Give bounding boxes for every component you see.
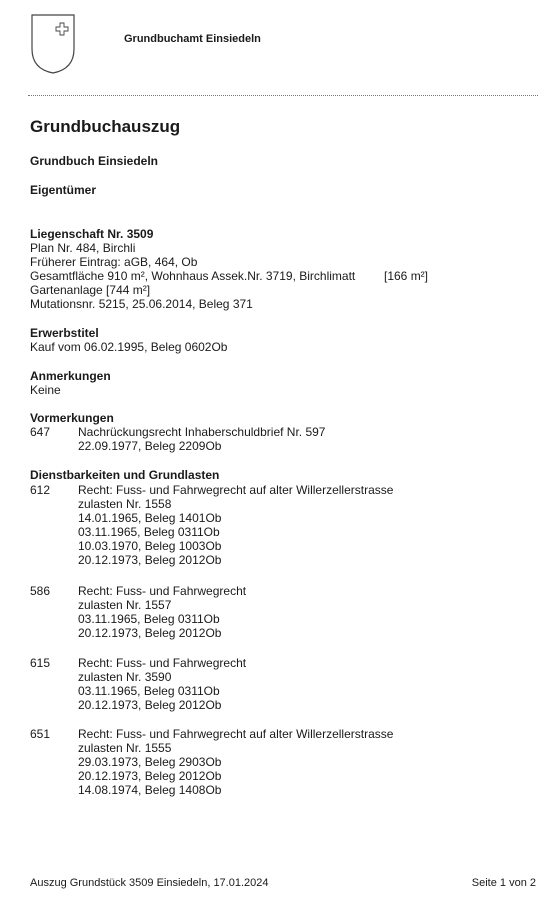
liegenschaft-line: Früherer Eintrag: aGB, 464, Ob — [30, 255, 198, 269]
entry-line: 22.09.1977, Beleg 2209Ob — [78, 439, 222, 453]
entry-line: Recht: Fuss- und Fahrwegrecht — [78, 584, 247, 598]
entry-line: 20.12.1973, Beleg 2012Ob — [78, 769, 222, 783]
anmerkungen-text: Keine — [30, 383, 61, 397]
entry-number: 615 — [30, 656, 51, 670]
entry-line: Recht: Fuss- und Fahrwegrecht auf alter Willerzellerstrasse — [78, 727, 394, 741]
entry-line: zulasten Nr. 1558 — [78, 497, 172, 511]
page-number: Seite 1 von 2 — [471, 877, 536, 889]
liegenschaft-line: Gesamtfläche 910 m², Wohnhaus Assek.Nr. 3719, Birchlimatt — [30, 269, 356, 283]
entry-line: 14.08.1974, Beleg 1408Ob — [78, 783, 222, 797]
entry-line: 03.11.1965, Beleg 0311Ob — [78, 525, 220, 539]
entry-line: zulasten Nr. 1557 — [78, 598, 172, 612]
area-note: [166 m²] — [384, 269, 429, 283]
entry-number: 651 — [30, 727, 51, 741]
office-name: Grundbuchamt Einsiedeln — [124, 33, 261, 45]
liegenschaft-line: Mutationsnr. 5215, 25.06.2014, Beleg 371 — [30, 297, 253, 311]
entry-line: Nachrückungsrecht Inhaberschuldbrief Nr. 597 — [78, 425, 326, 439]
anmerkungen-heading: Anmerkungen — [30, 369, 111, 383]
entry-line: Recht: Fuss- und Fahrwegrecht — [78, 656, 247, 670]
erwerbstitel-heading: Erwerbstitel — [30, 326, 99, 340]
liegenschaft-heading: Liegenschaft Nr. 3509 — [30, 227, 154, 241]
liegenschaft-line: Plan Nr. 484, Birchli — [30, 241, 136, 255]
entry-line: 20.12.1973, Beleg 2012Ob — [78, 553, 222, 567]
entry-line: zulasten Nr. 3590 — [78, 670, 172, 684]
entry-line: 03.11.1965, Beleg 0311Ob — [78, 684, 220, 698]
footer-document-info: Auszug Grundstück 3509 Einsiedeln, 17.01.2024 — [30, 877, 269, 889]
grundbuch-name: Grundbuch Einsiedeln — [30, 154, 159, 168]
liegenschaft-line: Gartenanlage [744 m²] — [30, 283, 151, 297]
vormerkungen-heading: Vormerkungen — [30, 411, 114, 425]
entry-number: 612 — [30, 483, 51, 497]
entry-line: 20.12.1973, Beleg 2012Ob — [78, 626, 222, 640]
entry-line: 03.11.1965, Beleg 0311Ob — [78, 612, 220, 626]
entry-line: 10.03.1970, Beleg 1003Ob — [78, 539, 222, 553]
entry-line: zulasten Nr. 1555 — [78, 741, 172, 755]
entry-line: 14.01.1965, Beleg 1401Ob — [78, 511, 222, 525]
erwerbstitel-text: Kauf vom 06.02.1995, Beleg 0602Ob — [30, 340, 228, 354]
entry-number: 647 — [30, 425, 51, 439]
entry-line: 20.12.1973, Beleg 2012Ob — [78, 698, 222, 712]
entry-line: Recht: Fuss- und Fahrwegrecht auf alter Willerzellerstrasse — [78, 483, 394, 497]
header-divider — [28, 95, 538, 96]
entry-line: 29.03.1973, Beleg 2903Ob — [78, 755, 222, 769]
eigentuemer-heading: Eigentümer — [30, 183, 97, 197]
document-title: Grundbuchauszug — [30, 117, 181, 136]
entry-number: 586 — [30, 584, 51, 598]
canton-crest-icon — [30, 13, 76, 75]
dienstbarkeiten-heading: Dienstbarkeiten und Grundlasten — [30, 468, 220, 482]
